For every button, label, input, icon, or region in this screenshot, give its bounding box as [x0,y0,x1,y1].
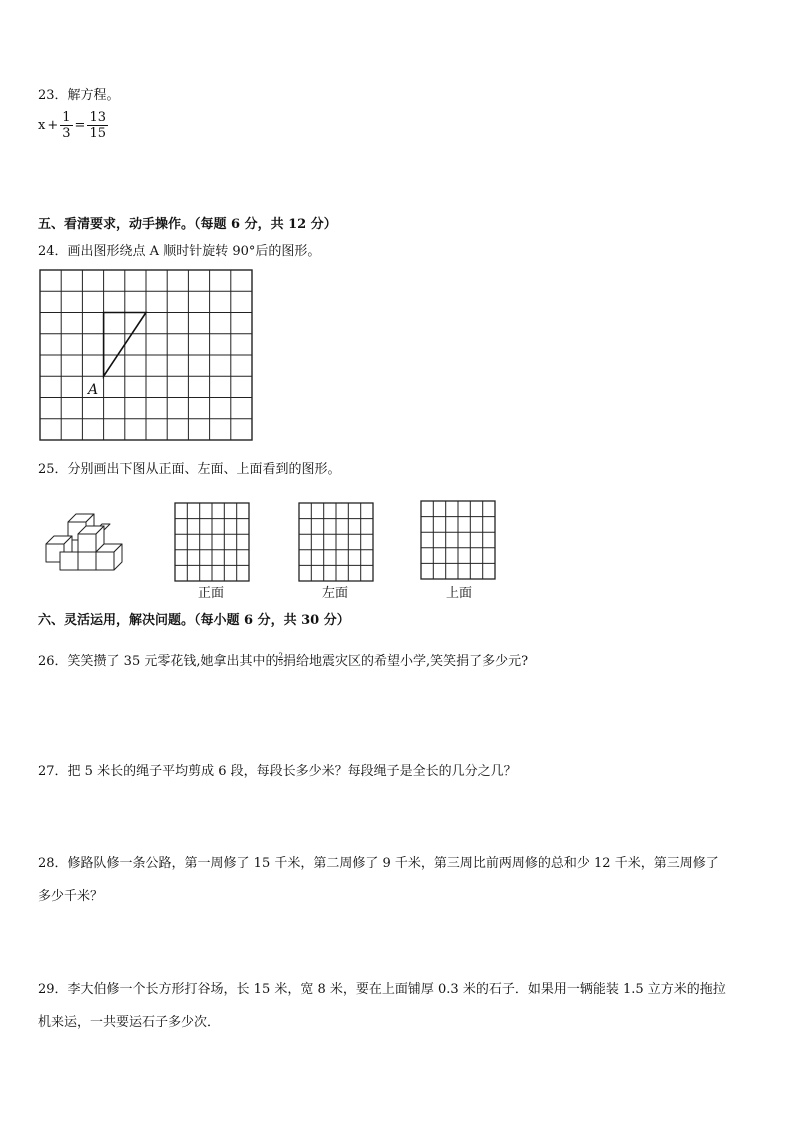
q25-prompt: 25．分别画出下图从正面、左面、上面看到的图形。 [38,462,341,477]
q23-fraction-right [87,110,108,141]
q28-line2: 多少千米？ [38,889,104,904]
q29-line1: 29．李大伯修一个长方形打谷场，长 15 米，宽 8 米，要在上面铺厚 0.3 米的石子．如果用一辆能装 1.5 立方米的拖拉 [38,982,726,997]
q28-line1: 28．修路队修一条公路，第一周修了 15 千米，第二周修了 9 千米，第三周比前两周修的总和少 12 千米，第三周修了 [38,856,719,871]
q24-prompt: 24．画出图形绕点 A 顺时针旋转 90°后的图形。 [38,244,321,259]
q25-front-view-label: 正面 [198,586,225,601]
q23-equals: = [74,118,86,133]
q23-variable: x [38,118,46,133]
q27-text: 27．把 5 米长的绳子平均剪成 6 段，每段长多少米？每段绳子是全长的几分之几？ [38,764,517,779]
q23-fraction-left-numerator: 1 [62,110,71,125]
section6-heading: 六、灵活运用，解决问题。（每小题 6 分，共 30 分） [38,613,350,628]
q24-point-a-label: A [88,382,99,398]
q25-cube-stack-figure [44,510,124,576]
q26-fraction-denominator: 5 [278,659,283,667]
q26 [38,650,528,669]
q25-top-view-label: 上面 [446,586,473,601]
q25-top-view-grid [420,500,496,580]
q23-fraction-right-numerator: 13 [89,110,106,125]
q26-fraction-numerator: 2 [278,652,283,660]
q25-left-view-grid [298,502,374,582]
q25-front-view-grid [174,502,250,582]
q26-text-after: 捐给地震灾区的希望小学,笑笑捐了多少元? [282,654,529,669]
q23-prompt: 23．解方程。 [38,88,120,103]
q23-equation [38,110,108,141]
q23-fraction-right-denominator: 15 [89,126,106,141]
section5-heading: 五、看清要求，动手操作。（每题 6 分，共 12 分） [38,217,337,232]
q25-left-view-label: 左面 [322,586,349,601]
q23-fraction-left [60,110,72,141]
q29-line2: 机来运，一共要运石子多少次． [38,1015,221,1030]
q23-fraction-left-denominator: 3 [62,126,71,141]
q24-rotation-grid [38,268,254,443]
q26-text-before: 26．笑笑攒了 35 元零花钱,她拿出其中的 [38,654,279,669]
q23-plus: + [47,118,59,133]
q24-grid-lines [40,270,252,440]
